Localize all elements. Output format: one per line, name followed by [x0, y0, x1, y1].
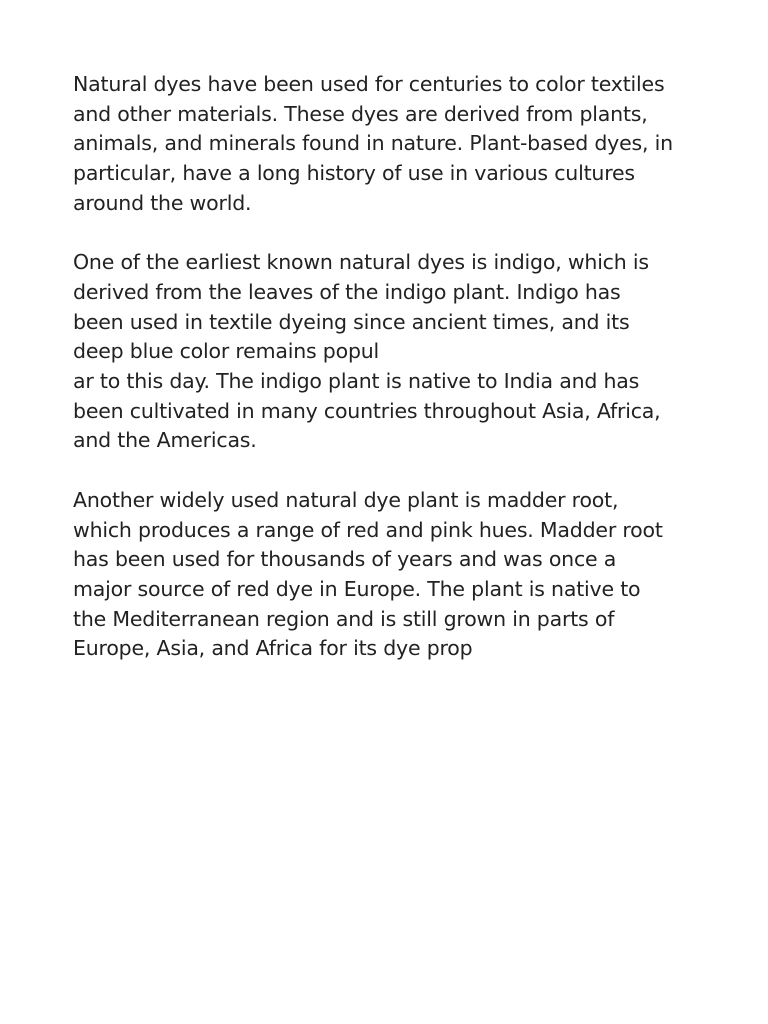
text-line: One of the earliest known natural dyes is indigo, which is	[73, 250, 649, 275]
text-line: and other materials. These dyes are derived from plants,	[73, 101, 648, 126]
paragraph-indigo	[73, 248, 708, 456]
text-line: derived from the leaves of the indigo plant. Indigo has	[73, 279, 621, 304]
text-line: particular, have a long history of use in various cultures	[73, 161, 635, 186]
text-line: which produces a range of red and pink hues. Madder root	[73, 517, 663, 542]
text-line: around the world.	[73, 190, 252, 215]
text-line: and the Americas.	[73, 428, 257, 453]
text-line: animals, and minerals found in nature. Plant-based dyes, in	[73, 131, 673, 156]
text-line: has been used for thousands of years and was once a	[73, 547, 617, 572]
text-line: Another widely used natural dye plant is madder root,	[73, 487, 619, 512]
text-line: major source of red dye in Europe. The plant is native to	[73, 576, 641, 601]
text-line: Natural dyes have been used for centuries to color textiles	[73, 72, 665, 96]
text-line: ar to this day. The indigo plant is native to India and has	[73, 369, 640, 394]
text-line: been cultivated in many countries throughout Asia, Africa,	[73, 398, 661, 423]
paragraph-intro	[73, 70, 708, 219]
text-line: Europe, Asia, and Africa for its dye prop	[73, 636, 473, 661]
text-line: deep blue color remains popul	[73, 339, 380, 364]
paragraph-madder	[73, 486, 708, 664]
text-line: the Mediterranean region and is still grown in parts of	[73, 606, 615, 631]
text-line: been used in textile dyeing since ancient times, and its	[73, 309, 630, 334]
